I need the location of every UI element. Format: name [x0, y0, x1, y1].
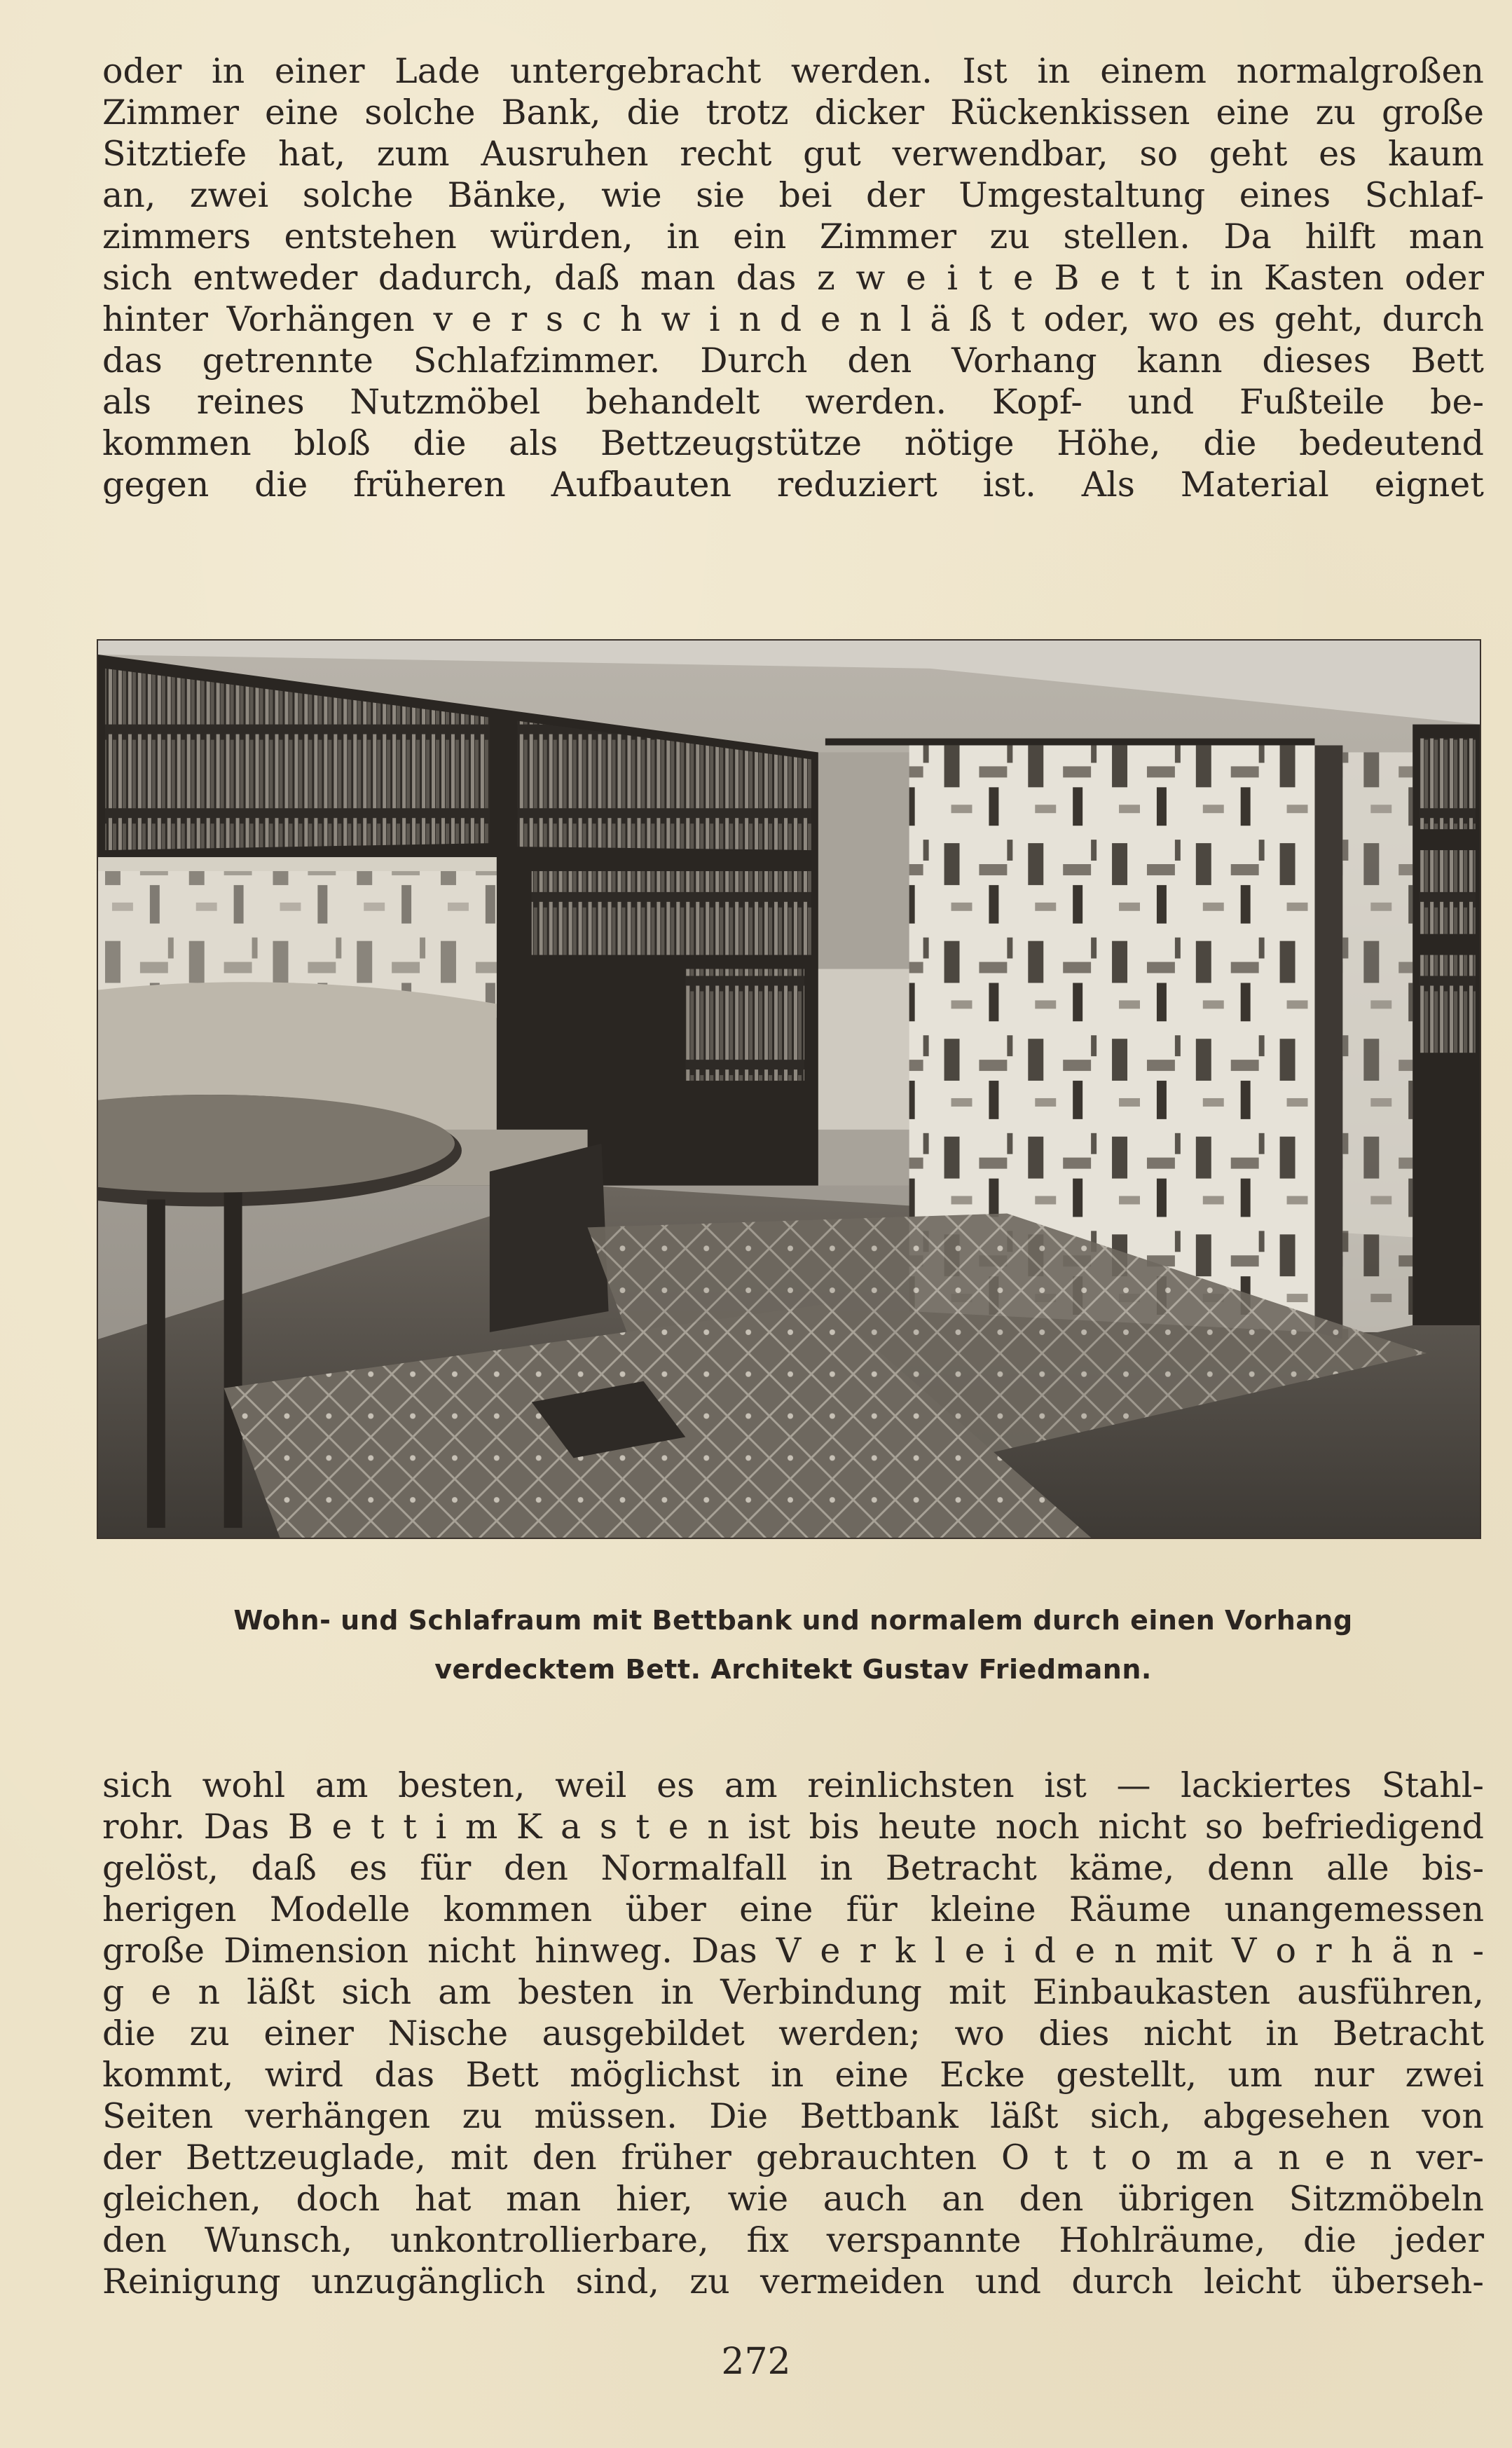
text-line: der Bettzeuglade, mit den früher gebrauchten O t t o m a n e n ver- — [102, 2138, 1484, 2177]
text-line: große Dimension nicht hinweg. Das V e r k l e i d e n mit V o r h ä n - — [102, 1931, 1484, 1971]
text-line: kommen bloß die als Bettzeugstütze nötige Höhe, die bedeutend — [102, 423, 1484, 463]
text-line: sich wohl am besten, weil es am reinlichsten ist — lackiertes Stahl- — [102, 1765, 1484, 1805]
photo-illustration — [98, 641, 1480, 1538]
page-number: 272 — [721, 2341, 791, 2383]
text-line: den Wunsch, unkontrollierbare, fix verspannte Hohlräume, die jeder — [102, 2220, 1484, 2260]
text-line: gleichen, doch hat man hier, wie auch an den übrigen Sitzmöbeln — [102, 2179, 1484, 2219]
text-line: Sitztiefe hat, zum Ausruhen recht gut verwendbar, so geht es kaum — [102, 134, 1484, 174]
text-line: gegen die früheren Aufbauten reduziert ist. Als Material eignet — [102, 465, 1484, 505]
text-line: als reines Nutzmöbel behandelt werden. Kopf- und Fußteile be- — [102, 382, 1484, 422]
text-line: herigen Modelle kommen über eine für kleine Räume unangemessen — [102, 1889, 1484, 1929]
text-line: Reinigung unzugänglich sind, zu vermeiden und durch leicht überseh- — [102, 2262, 1484, 2302]
top-paragraph — [102, 50, 1484, 505]
text-line: an, zwei solche Bänke, wie sie bei der Umgestaltung eines Schlaf- — [102, 175, 1484, 215]
text-line: hinter Vorhängen v e r s c h w i n d e n l ä ß t oder, wo es geht, durch — [102, 299, 1484, 339]
text-line: das getrennte Schlafzimmer. Durch den Vorhang kann dieses Bett — [102, 341, 1484, 381]
text-line: sich entweder dadurch, daß man das z w e i t e B e t t in Kasten oder — [102, 258, 1484, 298]
text-line: kommt, wird das Bett möglichst in eine Ecke gestellt, um nur zwei — [102, 2055, 1484, 2095]
text-line: gelöst, daß es für den Normalfall in Betracht käme, denn alle bis- — [102, 1848, 1484, 1888]
text-line: rohr. Das B e t t i m K a s t e n ist bis heute noch nicht so befriedigend — [102, 1807, 1484, 1847]
text-line: g e n läßt sich am besten in Verbindung mit Einbaukasten ausführen, — [102, 1972, 1484, 2012]
figure-caption-line-2: verdecktem Bett. Architekt Gustav Friedmann. — [434, 1654, 1152, 1685]
text-line: oder in einer Lade untergebracht werden. Ist in einem normalgroßen — [102, 51, 1484, 91]
figure-caption-line-1: Wohn- und Schlafraum mit Bettbank und normalem durch einen Vorhang — [233, 1605, 1353, 1636]
text-line: die zu einer Nische ausgebildet werden; wo dies nicht in Betracht — [102, 2013, 1484, 2053]
bottom-paragraph — [102, 1765, 1484, 2302]
text-line: Seiten verhängen zu müssen. Die Bettbank läßt sich, abgesehen von — [102, 2096, 1484, 2136]
interior-photograph — [97, 639, 1481, 1539]
text-line: zimmers entstehen würden, in ein Zimmer zu stellen. Da hilft man — [102, 217, 1484, 257]
text-line: Zimmer eine solche Bank, die trotz dicker Rückenkissen eine zu große — [102, 93, 1484, 132]
